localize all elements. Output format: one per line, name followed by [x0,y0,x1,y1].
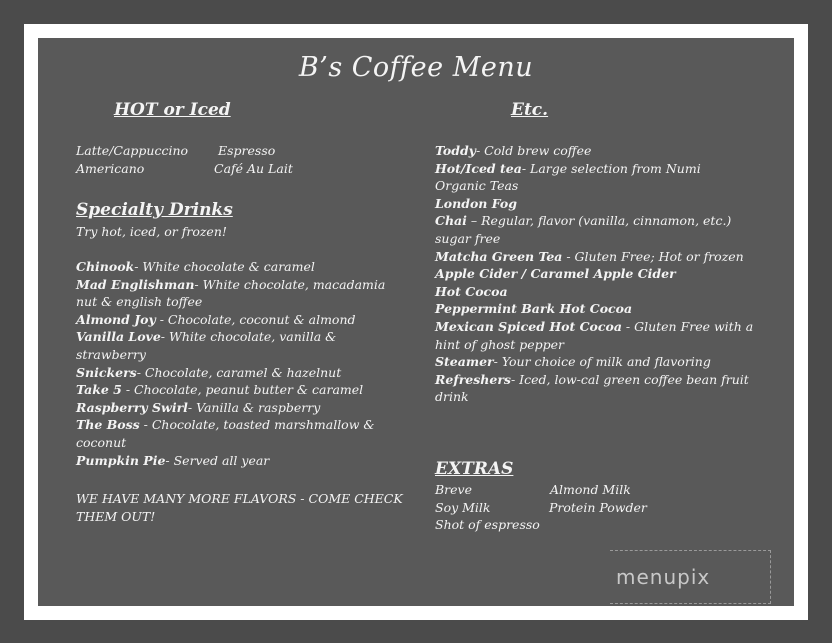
drink-desc: - Chocolate, toasted marshmallow & coconut [76,417,375,450]
etc-item [435,195,755,213]
etc-item-desc: - Large selection from Numi Organic Teas [435,160,701,194]
drink-name: Mad Englishman [76,276,195,292]
drink-item [76,328,394,363]
etc-item-desc: - Gluten Free with a hint of ghost pepper [435,318,754,352]
extras-list [435,481,735,534]
etc-item [435,142,755,160]
etc-item-desc: - Cold brew coffee [475,143,592,158]
drink-name: The Boss [76,417,140,433]
more-flavors-note [76,490,416,525]
etc-item [435,160,755,195]
etc-item [435,318,755,353]
etc-item [435,353,755,371]
drink-item [76,416,394,451]
etc-item [435,248,755,266]
drink-desc: - White chocolate, vanilla & strawberry [76,329,337,362]
etc-item-name: Peppermint Bark Hot Cocoa [435,301,633,317]
drink-item [76,364,394,382]
drink-desc: - White chocolate & caramel [134,259,315,274]
extras-item: Protein Powder [549,499,647,515]
etc-item-name: London Fog [435,195,518,211]
drink-item [76,311,394,329]
drink-name: Vanilla Love [76,329,161,345]
hot-items-row [76,142,376,160]
etc-item-name: Matcha Green Tea [435,248,563,264]
extras-item: Breve [435,482,473,497]
etc-item-name: Apple Cider / Caramel Apple Cider [435,266,676,282]
drink-desc: - Vanilla & raspberry [187,399,321,415]
drink-name: Snickers [76,364,137,380]
drink-item [76,258,394,276]
hot-items-row [76,160,376,178]
etc-item-name: Toddy [435,143,476,158]
drink-name: Almond Joy [76,311,156,327]
hot-item: Latte/Cappuccino [76,143,189,158]
menu-title: B’s Coffee Menu [298,52,534,83]
extras-item: Almond Milk [550,482,631,497]
drink-desc: - Served all year [165,452,270,468]
etc-list [435,142,755,406]
drink-item [76,452,394,470]
etc-item-desc: – Regular, flavor (vanilla, cinnamon, etc.) sugar free [435,213,732,246]
extras-heading: EXTRAS [435,459,514,479]
extras-row [435,481,735,499]
etc-item [435,212,755,247]
watermark-text: menupix [616,565,711,589]
menupix-watermark [610,550,771,604]
drink-name: Take 5 [76,382,122,398]
extras-row [435,516,735,534]
etc-item-desc: - Iced, low-cal green coffee bean fruit drink [435,371,749,405]
drink-name: Raspberry Swirl [76,399,188,415]
drink-desc: - White chocolate, macadamia nut & english toffee [76,276,386,310]
hot-items [76,142,376,177]
drink-item [76,399,394,417]
more-flavors-line: WE HAVE MANY MORE FLAVORS - COME CHECK [76,491,403,506]
drink-desc: - Chocolate, coconut & almond [155,311,356,327]
etc-item-name: Hot/Iced tea [435,160,522,176]
specialty-drinks-heading: Specialty Drinks [76,200,233,220]
menu-board [38,38,794,606]
etc-item [435,283,755,301]
drink-item [76,381,394,399]
drink-name: Pumpkin Pie [76,452,166,468]
drink-item [76,276,394,311]
etc-item [435,300,755,318]
etc-item-name: Mexican Spiced Hot Cocoa [435,318,622,334]
hot-item: Espresso [218,143,276,158]
hot-item: Café Au Lait [214,160,293,176]
drink-name: Chinook [76,259,135,274]
etc-item-desc: - Your choice of milk and flavoring [493,354,711,370]
etc-heading: Etc. [511,100,549,120]
extras-item: Shot of espresso [435,517,540,533]
extras-row [435,499,735,517]
drink-desc: - Chocolate, caramel & hazelnut [136,364,342,380]
etc-item [435,265,755,283]
specialty-note: Try hot, iced, or frozen! [76,224,227,239]
etc-item-name: Steamer [435,354,494,370]
specialty-drinks-list [76,258,394,469]
drink-desc: - Chocolate, peanut butter & caramel [121,382,364,398]
etc-item-name: Hot Cocoa [435,283,508,299]
etc-item-desc: - Gluten Free; Hot or frozen [562,248,744,264]
hot-or-iced-heading: HOT or Iced [114,100,231,120]
hot-item: Americano [76,160,145,176]
etc-item-name: Chai [435,213,467,229]
etc-item-name: Refreshers [435,371,511,387]
extras-item: Soy Milk [435,499,491,515]
more-flavors-line: THEM OUT! [76,508,156,524]
etc-item [435,371,755,406]
